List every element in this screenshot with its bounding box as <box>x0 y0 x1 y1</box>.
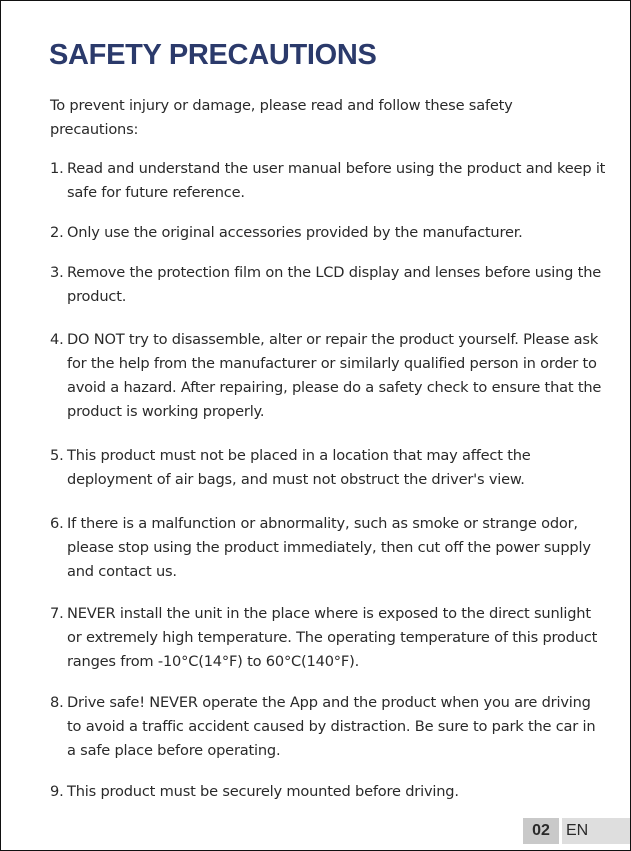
list-item <box>50 512 608 584</box>
item-text: DO NOT try to disassemble, alter or repair the product yourself. Please ask for the help from the manufacturer or similarly qualified person in order to avoid a hazard. After repairing, please do a safety check to ensure that the product is working properly. <box>67 331 602 420</box>
intro-text: To prevent injury or damage, please read and follow these safety precautions: <box>50 97 513 138</box>
list-item <box>50 328 608 424</box>
list-item <box>50 602 608 674</box>
item-number: 5. <box>50 447 64 464</box>
item-number: 8. <box>50 694 64 711</box>
item-text: If there is a malfunction or abnormality, such as smoke or strange odor, please stop using the product immediately, then cut off the power supply and contact us. <box>67 515 591 580</box>
page-title: SAFETY PRECAUTIONS <box>49 39 377 71</box>
item-text: Remove the protection film on the LCD display and lenses before using the product. <box>67 264 602 305</box>
item-number: 9. <box>50 783 64 800</box>
item-number: 6. <box>50 515 64 532</box>
item-text: This product must not be placed in a location that may affect the deployment of air bags, and must not obstruct the driver's view. <box>67 447 531 488</box>
item-number: 7. <box>50 605 64 622</box>
page-number: 02 <box>523 818 559 844</box>
item-text: Drive safe! NEVER operate the App and the product when you are driving to avoid a traffic accident caused by distraction. Be sure to park the car in a safe place before operating. <box>67 694 596 759</box>
item-text: Only use the original accessories provided by the manufacturer. <box>67 224 523 241</box>
list-item <box>50 444 608 492</box>
list-item <box>50 221 608 245</box>
list-item <box>50 691 608 763</box>
item-number: 2. <box>50 224 64 241</box>
item-text: This product must be securely mounted before driving. <box>67 783 459 800</box>
item-number: 4. <box>50 331 64 348</box>
list-item <box>50 157 608 205</box>
item-number: 3. <box>50 264 64 281</box>
item-text: Read and understand the user manual before using the product and keep it safe for future reference. <box>67 160 606 201</box>
list-item <box>50 261 608 309</box>
item-number: 1. <box>50 160 64 177</box>
language-label: EN <box>562 818 631 844</box>
list-item <box>50 780 608 804</box>
item-text: NEVER install the unit in the place where is exposed to the direct sunlight or extremely high temperature. The operating temperature of this product ranges from -10°C(14°F) to 60°C(140°F). <box>67 605 598 670</box>
